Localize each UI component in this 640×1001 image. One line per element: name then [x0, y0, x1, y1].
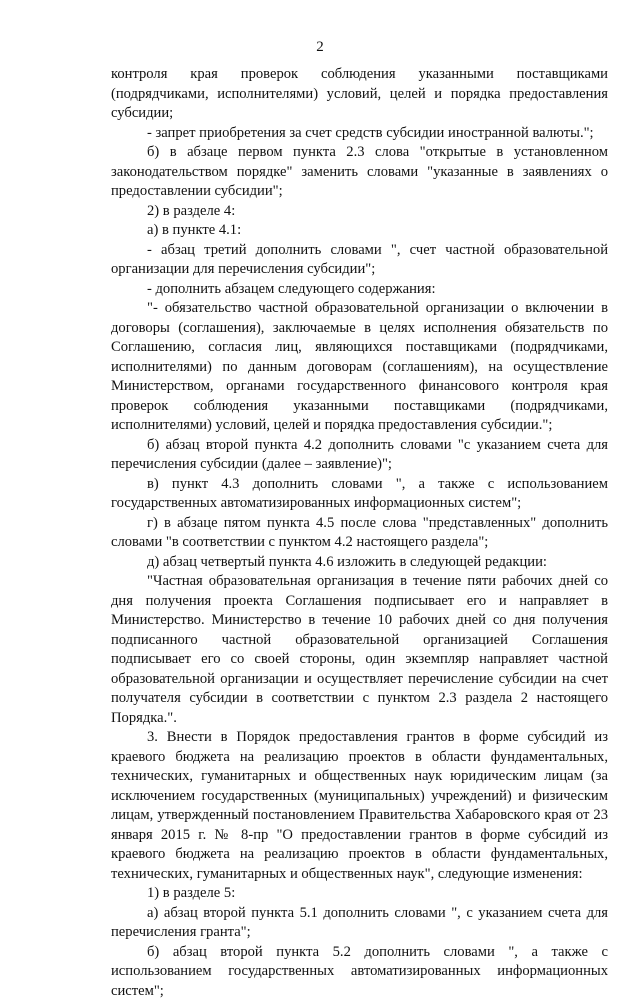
paragraph: д) абзац четвертый пункта 4.6 изложить в следующей редакции: [111, 553, 608, 573]
paragraph: "Частная образовательная организация в течение пяти рабочих дней со дня получения проекта Соглашения подписывает его и направляет в Министерство. Министерство в течение 10 рабочих дней со дня получения подписанного частной образовательной организацией Соглашения подписывает его со своей стороны, один экземпляр направляет частной образовательной организации и осуществляет перечисление субсидии на счет получателя субсидии в соответствии с пунктом 2.3 раздела 2 настоящего Порядка.". [111, 572, 608, 728]
paragraph: б) абзац второй пункта 5.2 дополнить словами ", а также с использованием государственных автоматизированных информационных систем"; [111, 943, 608, 1001]
paragraph: в) пункт 4.3 дополнить словами ", а также с использованием государственных автоматизированных информационных систем"; [111, 475, 608, 514]
paragraph: а) в пункте 4.1: [111, 221, 608, 241]
paragraph: контроля края проверок соблюдения указанными поставщиками (подрядчиками, исполнителями) условий, целей и порядка предоставления субсидии; [111, 65, 608, 124]
paragraph: б) абзац второй пункта 4.2 дополнить словами "с указанием счета для перечисления субсидии (далее – заявление)"; [111, 436, 608, 475]
paragraph: б) в абзаце первом пункта 2.3 слова "открытые в установленном законодательством порядке" заменить словами "указанные в заявлениях о предоставлении субсидии"; [111, 143, 608, 202]
paragraph: г) в абзаце пятом пункта 4.5 после слова "представленных" дополнить словами "в соответствии с пунктом 4.2 настоящего раздела"; [111, 514, 608, 553]
paragraph: а) абзац второй пункта 5.1 дополнить словами ", с указанием счета для перечисления гранта"; [111, 904, 608, 943]
paragraph: - запрет приобретения за счет средств субсидии иностранной валюты."; [111, 124, 608, 144]
paragraph: 1) в разделе 5: [111, 884, 608, 904]
page-number: 2 [0, 38, 640, 56]
document-body [111, 65, 608, 1001]
paragraph: 3. Внести в Порядок предоставления грантов в форме субсидий из краевого бюджета на реализацию проектов в области фундаментальных, технических, гуманитарных и общественных наук юридическим лицам (за исключением государственных (муниципальных) учреждений) и физическим лицам, утвержденный постановлением Правительства Хабаровского края от 23 января 2015 г. № 8-пр "О предоставлении грантов в форме субсидий из краевого бюджета на реализацию проектов в области фундаментальных, технических, гуманитарных и общественных наук", следующие изменения: [111, 728, 608, 884]
paragraph: "- обязательство частной образовательной организации о включении в договоры (соглашения), заключаемые в целях исполнения обязательств по Соглашению, согласия лиц, являющихся поставщиками (подрядчиками, исполнителями) по данным договорам (соглашениям), на осуществление Министерством, органами государственного финансового контроля края проверок соблюдения указанными поставщиками (подрядчиками, исполнителями) условий, целей и порядка предоставления субсидии."; [111, 299, 608, 436]
paragraph: 2) в разделе 4: [111, 202, 608, 222]
paragraph: - абзац третий дополнить словами ", счет частной образовательной организации для перечисления субсидии"; [111, 241, 608, 280]
paragraph: - дополнить абзацем следующего содержания: [111, 280, 608, 300]
